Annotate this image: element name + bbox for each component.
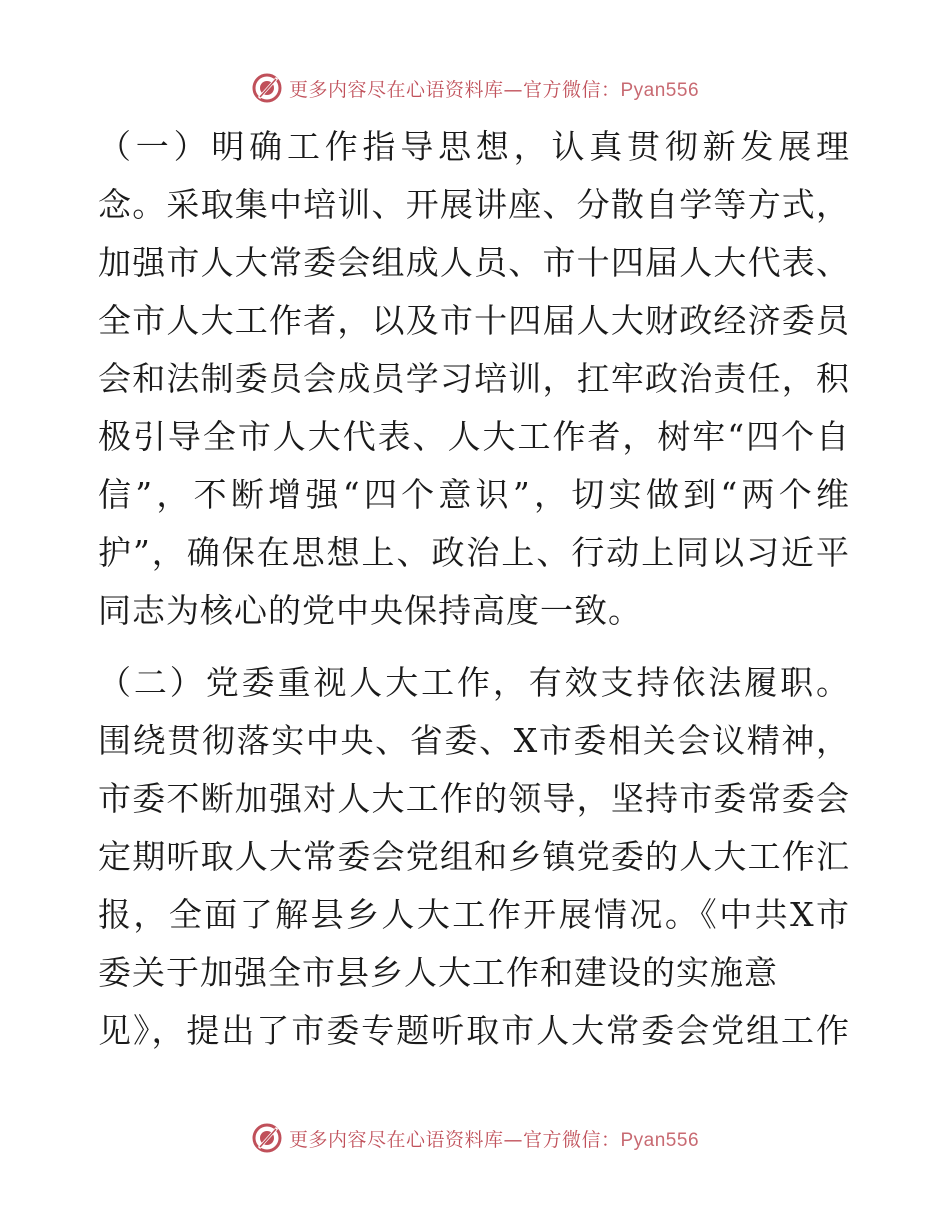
paragraph-2 [98,654,850,1060]
text-line: 定期听取人大常委会党组和乡镇党委的人大工作汇 [98,837,850,876]
text-line: 念。采取集中培训、开展讲座、分散自学等方式， [98,185,850,224]
pen-seal-icon [251,1122,283,1154]
text-line: 护”，确保在思想上、政治上、行动上同以习近平 [98,533,850,572]
text-line: 信”，不断增强“四个意识”，切实做到“两个维 [98,475,850,514]
watermark-handle: Pyan556 [620,79,700,101]
document-body [98,118,850,1060]
text-line: 极引导全市人大代表、人大工作者，树牢“四个自 [98,417,850,456]
footer-watermark [0,1122,950,1154]
watermark-handle: Pyan556 [620,1129,700,1151]
text-line: （二）党委重视人大工作，有效支持依法履职。 [98,663,850,702]
text-line: 委关于加强全市县乡人大工作和建设的实施意 [98,953,778,992]
paragraph-1 [98,118,850,640]
pen-seal-icon [251,72,283,104]
text-line: 加强市人大常委会组成人员、市十四届人大代表、 [98,243,850,282]
text-line: 市委不断加强对人大工作的领导，坚持市委常委会 [98,779,850,818]
watermark-text: 更多内容尽在心语资料库—官方微信：Pyan556 [288,1128,700,1151]
text-line: 全市人大工作者，以及市十四届人大财政经济委员 [98,301,850,340]
text-line: 见》，提出了市委专题听取市人大常委会党组工作 [98,1011,850,1050]
text-line: （一）明确工作指导思想，认真贯彻新发展理 [98,127,850,166]
text-line: 报，全面了解县乡人大工作开展情况。《中共X市 [98,895,850,934]
header-watermark [0,72,950,104]
watermark-text: 更多内容尽在心语资料库—官方微信：Pyan556 [288,78,700,101]
text-line: 围绕贯彻落实中央、省委、X市委相关会议精神， [98,721,850,760]
text-line: 同志为核心的党中央保持高度一致。 [98,591,642,630]
text-line: 会和法制委员会成员学习培训，扛牢政治责任，积 [98,359,850,398]
